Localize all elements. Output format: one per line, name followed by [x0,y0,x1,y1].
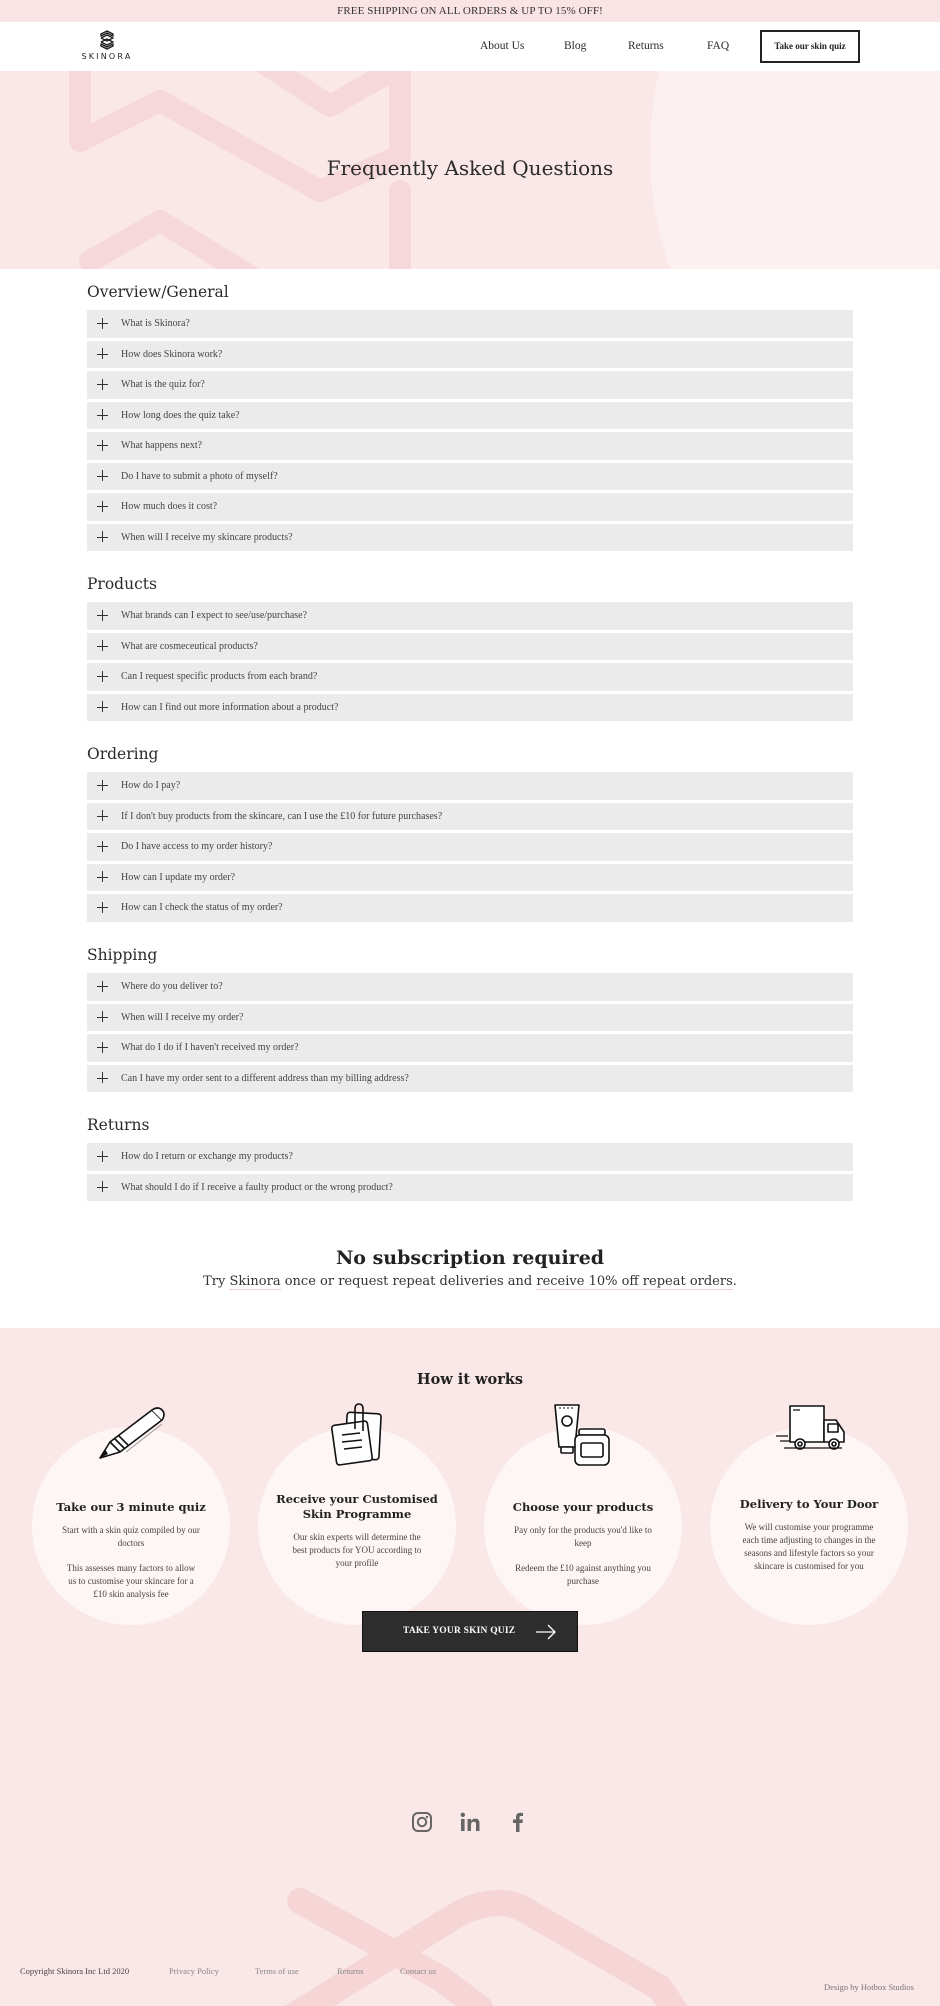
linkedin-icon[interactable] [459,1811,481,1833]
notes-icon [330,1403,386,1467]
faq-question: How can I find out more information about a product? [121,701,339,713]
no-subscription-section [0,1244,940,1292]
plus-icon [97,470,109,482]
plus-icon [97,871,109,883]
logo-text: SKINORA [81,52,133,61]
faq-question: Do I have access to my order history? [121,841,273,853]
faq-question: Do I have to submit a photo of myself? [121,470,278,482]
faq-item[interactable] [87,493,853,521]
plus-icon [97,501,109,513]
faq-section-heading: Returns [87,1116,150,1134]
promo-text: FREE SHIPPING ON ALL ORDERS & UP TO 15% OFF! [337,5,603,17]
step-description: This assesses many factors to allow us to customise your skincare for a £10 skin analysis fee [66,1563,196,1599]
faq-question: What are cosmeceutical products? [121,640,258,652]
plus-icon [97,440,109,452]
faq-item[interactable] [87,1065,853,1093]
faq-item[interactable] [87,310,853,338]
skinora-link[interactable]: Skinora [229,1274,281,1289]
faq-question: If I don't buy products from the skincare, can I use the £10 for future purchases? [121,810,443,822]
skinora-logo-icon [97,30,117,50]
faq-section-heading: Overview/General [87,283,229,301]
step-2 [258,1492,456,1570]
faq-item[interactable] [87,894,853,922]
step-4 [710,1497,908,1573]
social-links [0,1811,940,1835]
faq-item[interactable] [87,602,853,630]
text-segment: Try [203,1274,230,1289]
faq-item[interactable] [87,371,853,399]
plus-icon [97,810,109,822]
faq-item[interactable] [87,772,853,800]
plus-icon [97,379,109,391]
text-segment: once or request repeat deliveries and [280,1274,537,1289]
plus-icon [97,902,109,914]
nav-about-us[interactable]: About Us [480,40,525,52]
plus-icon [97,671,109,683]
faq-question: How do I return or exchange my products? [121,1151,293,1163]
faq-item[interactable] [87,864,853,892]
nav-faq[interactable]: FAQ [707,40,730,52]
faq-question: Where do you deliver to? [121,981,223,993]
faq-question: How much does it cost? [121,501,218,513]
faq-section-products [87,572,853,724]
step-description: Pay only for the products you'd like to keep [514,1525,652,1548]
text-segment: . [732,1274,737,1289]
faq-question: When will I receive my skincare products? [121,531,293,543]
faq-question: How do I pay? [121,780,181,792]
faq-question: What is the quiz for? [121,379,205,391]
plus-icon [97,841,109,853]
plus-icon [97,1151,109,1163]
step-description: We will customise your programme each time adjusting to changes in the seasons and lifestyle factors so your skincare is customised for you [742,1522,876,1571]
footer-link-returns[interactable]: Returns [337,1966,364,1976]
faq-item[interactable] [87,1004,853,1032]
faq-question: How does Skinora work? [121,348,223,360]
arrow-right-icon [535,1624,557,1640]
faq-question: What is Skinora? [121,318,190,330]
step-title: Choose your products [512,1500,654,1514]
faq-item[interactable] [87,973,853,1001]
take-your-skin-quiz-button[interactable] [362,1611,578,1652]
faq-item[interactable] [87,524,853,552]
faq-section-heading: Products [87,575,157,593]
faq-item[interactable] [87,341,853,369]
nav-blog[interactable]: Blog [564,40,587,52]
faq-item[interactable] [87,432,853,460]
faq-item[interactable] [87,694,853,722]
step-title: Receive your Customised Skin Programme [276,1492,438,1521]
faq-item[interactable] [87,633,853,661]
faq-question: What do I do if I haven't received my order? [121,1042,299,1054]
plus-icon [97,1011,109,1023]
nav-returns[interactable]: Returns [628,40,664,52]
faq-item[interactable] [87,1143,853,1171]
copyright-text: Copyright Skinora Inc Ltd 2020 [20,1966,130,1976]
plus-icon [97,348,109,360]
faq-section-heading: Ordering [87,745,159,763]
faq-item[interactable] [87,1034,853,1062]
logo-link[interactable] [79,30,135,64]
hero-banner [0,71,940,269]
facebook-icon[interactable] [507,1811,529,1833]
delivery-truck-icon [774,1404,846,1452]
faq-section-heading: Shipping [87,946,158,964]
how-it-works-title: How it works [416,1371,524,1388]
pencil-icon [96,1402,168,1462]
instagram-icon[interactable] [411,1811,433,1833]
step-title: Delivery to Your Door [739,1497,879,1511]
step-title: Take our 3 minute quiz [56,1500,206,1514]
no-subscription-text [0,1272,940,1292]
site-header [0,22,940,71]
plus-icon [97,701,109,713]
step-description: Redeem the £10 against anything you purchase [515,1563,651,1586]
plus-icon [97,610,109,622]
faq-section-overview [87,280,853,554]
repeat-orders-link[interactable]: receive 10% off repeat orders [536,1274,733,1289]
faq-question: How can I check the status of my order? [121,902,283,914]
plus-icon [97,780,109,792]
how-it-works-section [0,1328,940,2006]
faq-question: When will I receive my order? [121,1011,244,1023]
plus-icon [97,409,109,421]
faq-item[interactable] [87,803,853,831]
footer-link-terms-of-use[interactable]: Terms of use [255,1966,299,1976]
cta-label: TAKE YOUR SKIN QUIZ [403,1626,516,1636]
plus-icon [97,1181,109,1193]
faq-section-ordering [87,742,853,925]
faq-question: What happens next? [121,440,203,452]
faq-question: Can I request specific products from each brand? [121,671,318,683]
plus-icon [97,1072,109,1084]
plus-icon [97,981,109,993]
design-credit: Design by Hotbox Studios [824,1982,914,1992]
faq-item[interactable] [87,833,853,861]
no-subscription-title: No subscription required [335,1247,605,1269]
faq-question: How long does the quiz take? [121,409,240,421]
footer-links [0,1966,940,1980]
faq-section-shipping [87,943,853,1095]
faq-item[interactable] [87,402,853,430]
faq-item[interactable] [87,463,853,491]
footer-link-contact-us[interactable]: Contact us [400,1966,437,1976]
faq-item[interactable] [87,663,853,691]
faq-item[interactable] [87,1174,853,1202]
page-title: Frequently Asked Questions [326,156,614,180]
promo-bar [0,0,940,22]
plus-icon [97,640,109,652]
footer-link-privacy-policy[interactable]: Privacy Policy [169,1966,219,1976]
skincare-products-icon [553,1403,613,1467]
plus-icon [97,318,109,330]
step-description: Start with a skin quiz compiled by our doctors [62,1525,200,1548]
faq-section-returns [87,1113,853,1204]
plus-icon [97,1042,109,1054]
plus-icon [97,531,109,543]
step-description: Our skin experts will determine the best products for YOU according to your profile [292,1532,422,1568]
faq-question: What brands can I expect to see/use/purchase? [121,610,308,622]
take-skin-quiz-button[interactable]: Take our skin quiz [760,30,860,63]
faq-question: How can I update my order? [121,871,236,883]
faq-question: Can I have my order sent to a different address than my billing address? [121,1072,409,1084]
step-3 [484,1500,682,1588]
faq-question: What should I do if I receive a faulty product or the wrong product? [121,1181,393,1193]
step-1 [32,1500,230,1601]
